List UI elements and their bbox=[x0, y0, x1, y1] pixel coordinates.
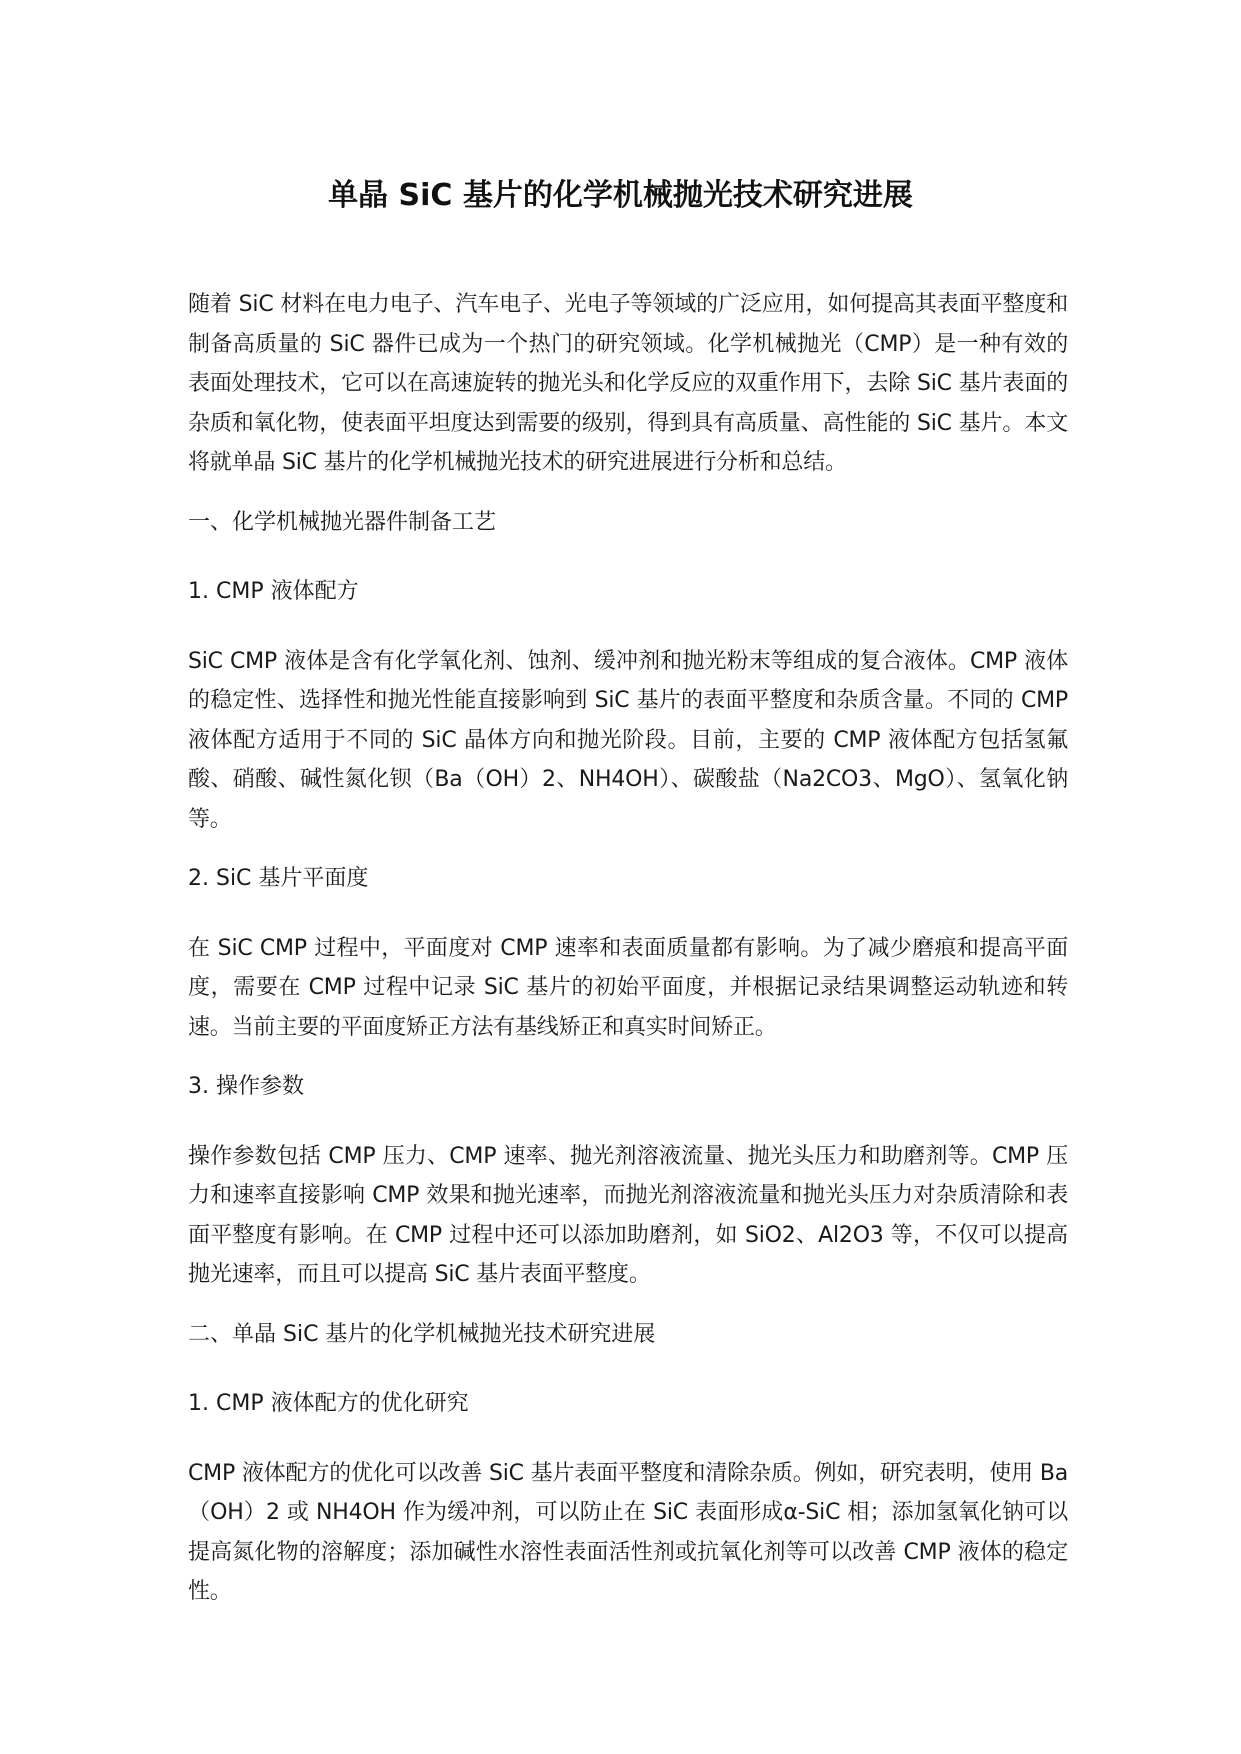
section-2-heading: 二、单晶 SiC 基片的化学机械抛光技术研究进展 bbox=[188, 1321, 656, 1347]
section-1-2-paragraph: 在 SiC CMP 过程中，平面度对 CMP 速率和表面质量都有影响。为了减少磨痕和提高平面度，需要在 CMP 过程中记录 SiC 基片的初始平面度，并根据记录结果调整运动轨迹和转速。当前主要的平面度矫正方法有基线矫正和真实时间矫正。 bbox=[188, 935, 1068, 1040]
section-1-3-heading: 3. 操作参数 bbox=[188, 1074, 304, 1099]
section-1-heading: 一、化学机械抛光器件制备工艺 bbox=[188, 509, 497, 535]
section-1-2-heading: 2. SiC 基片平面度 bbox=[188, 866, 369, 891]
section-2-1-paragraph: CMP 液体配方的优化可以改善 SiC 基片表面平整度和清除杂质。例如，研究表明，使用 Ba（OH）2 或 NH4OH 作为缓冲剂，可以防止在 SiC 表面形成α-SiC 相；添加氢氧化钠可以提高氮化物的溶解度；添加碱性水溶性表面活性剂或抗氧化剂等可以改善 CMP 液体的稳定性。 bbox=[188, 1460, 1068, 1604]
intro-paragraph: 随着 SiC 材料在电力电子、汽车电子、光电子等领域的广泛应用，如何提高其表面平整度和制备高质量的 SiC 器件已成为一个热门的研究领域。化学机械抛光（CMP）是一种有效的表面处理技术，它可以在高速旋转的抛光头和化学反应的双重作用下，去除 SiC 基片表面的杂质和氧化物，使表面平坦度达到需要的级别，得到具有高质量、高性能的 SiC 基片。本文将就单晶 SiC 基片的化学机械抛光技术的研究进展进行分析和总结。 bbox=[188, 292, 1068, 475]
section-1-3-paragraph: 操作参数包括 CMP 压力、CMP 速率、抛光剂溶液流量、抛光头压力和助磨剂等。CMP 压力和速率直接影响 CMP 效果和抛光速率，而抛光剂溶液流量和抛光头压力对杂质清除和表面平整度有影响。在 CMP 过程中还可以添加助磨剂，如 SiO2、Al2O3 等，不仅可以提高抛光速率，而且可以提高 SiC 基片表面平整度。 bbox=[188, 1143, 1068, 1287]
document-title: 单晶 SiC 基片的化学机械抛光技术研究进展 bbox=[328, 178, 913, 213]
section-1-1-heading: 1. CMP 液体配方 bbox=[188, 579, 359, 604]
document-body bbox=[188, 285, 1068, 1632]
section-2-1-heading: 1. CMP 液体配方的优化研究 bbox=[188, 1391, 469, 1416]
section-1-1-paragraph: SiC CMP 液体是含有化学氧化剂、蚀剂、缓冲剂和抛光粉末等组成的复合液体。CMP 液体的稳定性、选择性和抛光性能直接影响到 SiC 基片的表面平整度和杂质含量。不同的 CMP 液体配方适用于不同的 SiC 晶体方向和抛光阶段。目前，主要的 CMP 液体配方包括氢氟酸、硝酸、碱性氮化钡（Ba（OH）2、NH4OH）、碳酸盐（Na2CO3、MgO）、氢氧化钠等。 bbox=[188, 648, 1068, 832]
